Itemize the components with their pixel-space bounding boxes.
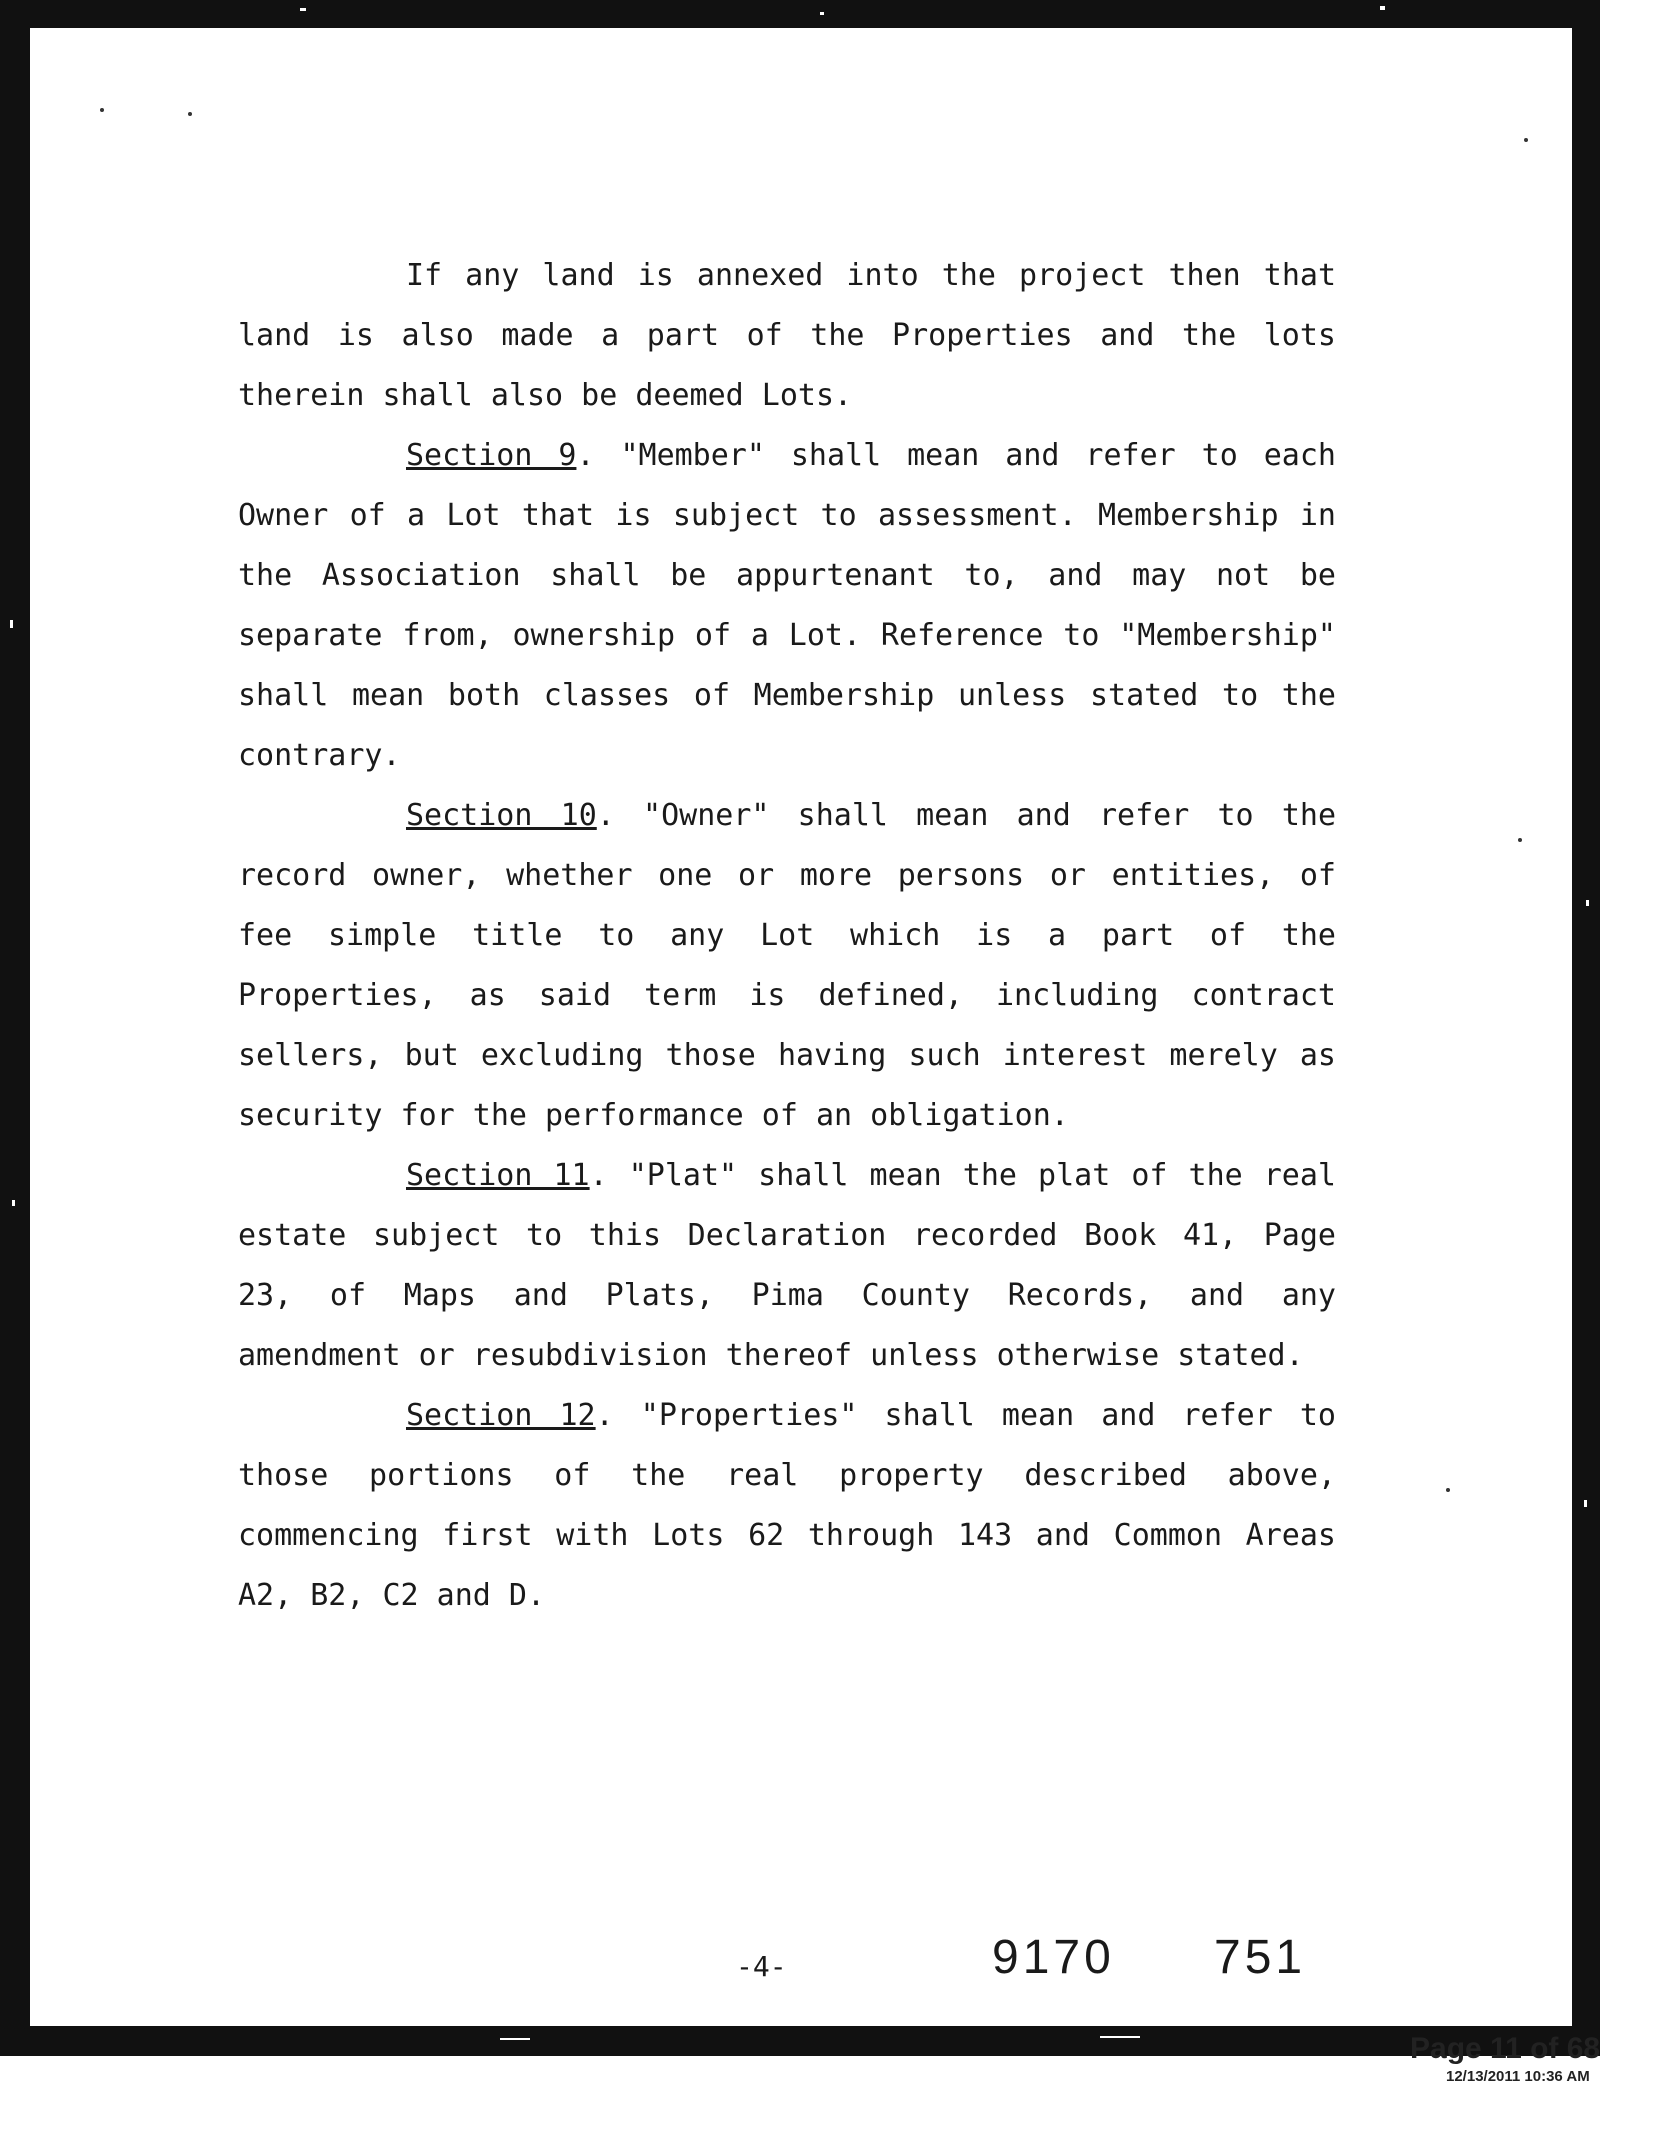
scan-dot xyxy=(188,112,192,116)
scan-speck xyxy=(10,620,13,628)
paragraph-text: If any land is annexed into the project then that land is also made a part of the Properties and the lots therein shall also be deemed Lots. xyxy=(238,258,1336,413)
scan-border-right xyxy=(1572,0,1600,2056)
scan-dot xyxy=(1518,838,1522,842)
scan-speck xyxy=(820,12,824,15)
section-heading: Section 12 xyxy=(406,1398,596,1433)
scan-speck xyxy=(12,1200,15,1206)
section-heading: Section 11 xyxy=(406,1158,590,1193)
scan-dot xyxy=(1446,1488,1450,1492)
scan-speck xyxy=(300,8,306,11)
paragraph-text: . "Plat" shall mean the plat of the real estate subject to this Declaration recorded Book 41, Page 23, of Maps and Plats, Pima County Records, and any amendment or resubdivision thereof unless otherwise stated. xyxy=(238,1158,1336,1373)
scan-border-bottom xyxy=(0,2026,1600,2056)
scan-speck xyxy=(1380,6,1385,10)
paragraph-annex xyxy=(238,246,1336,426)
paragraph-section-10 xyxy=(238,786,1336,1146)
paragraph-text: . "Member" shall mean and refer to each Owner of a Lot that is subject to assessment. Membership in the Association shall be appurtenant to, and may not be separate from, ownership of a Lot. Reference to "Membership" shall mean both classes of Membership unless stated to the contrary. xyxy=(238,438,1336,773)
document-body xyxy=(238,246,1336,1626)
scan-dot xyxy=(1524,138,1528,142)
scan-speck xyxy=(1586,900,1589,906)
scan-border-top xyxy=(0,0,1600,28)
recording-stamp-page: 751 xyxy=(1214,1931,1307,1984)
paragraph-text: . "Owner" shall mean and refer to the record owner, whether one or more persons or entities, of fee simple title to any Lot which is a part of the Properties, as said term is defined, including contract sellers, but excluding those having such interest merely as security for the performance of an obligation. xyxy=(238,798,1336,1133)
section-heading: Section 9 xyxy=(406,438,577,473)
recording-stamp-book: 9170 xyxy=(992,1931,1115,1984)
page-of-label: Page 11 of 68 xyxy=(1410,2032,1601,2065)
page-number: -4- xyxy=(736,1950,787,1983)
paragraph-section-12 xyxy=(238,1386,1336,1626)
scan-dot xyxy=(100,108,104,112)
scan-speck xyxy=(1100,2036,1140,2038)
scan-speck xyxy=(1584,1500,1587,1507)
paragraph-section-11 xyxy=(238,1146,1336,1386)
paragraph-section-9 xyxy=(238,426,1336,786)
paragraph-text: . "Properties" shall mean and refer to those portions of the real property described above, commencing first with Lots 62 through 143 and Common Areas A2, B2, C2 and D. xyxy=(238,1398,1336,1613)
section-heading: Section 10 xyxy=(406,798,597,833)
scan-border-left xyxy=(0,0,30,2056)
scan-speck xyxy=(500,2038,530,2040)
print-timestamp: 12/13/2011 10:36 AM xyxy=(1446,2068,1590,2085)
